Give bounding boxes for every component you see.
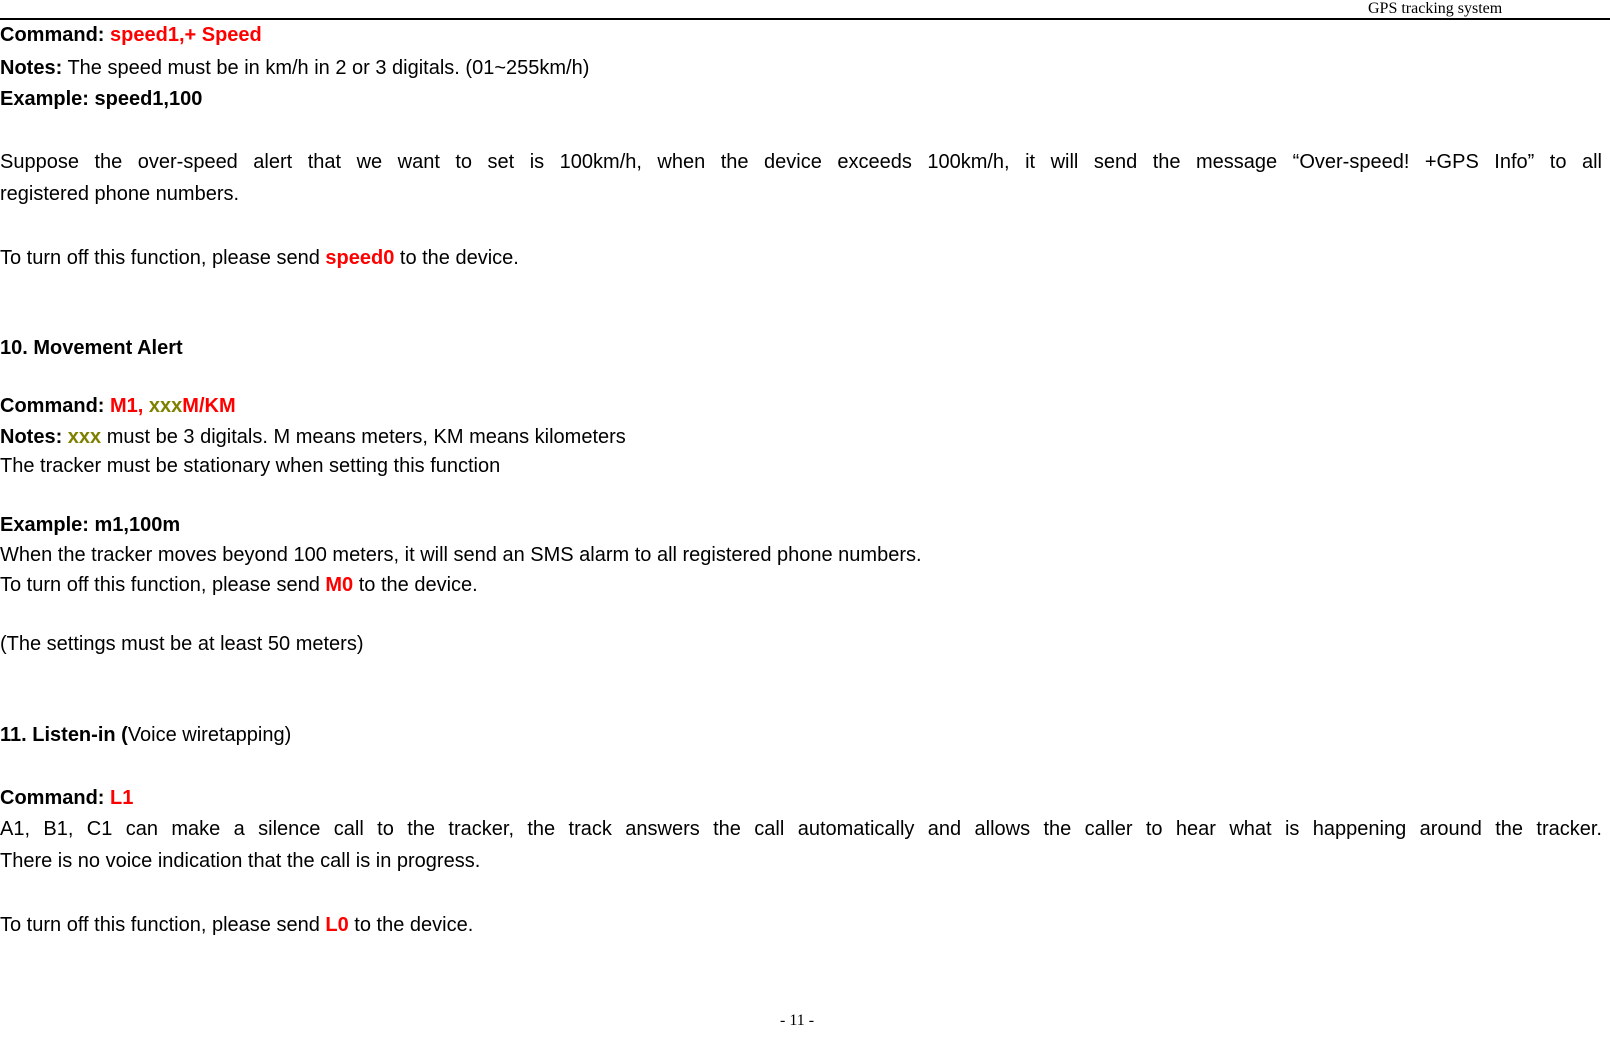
movement-command-xxx: xxx	[148, 395, 183, 417]
movement-command-label: Command:	[0, 395, 105, 417]
speed-notes-text: The speed must be in km/h in 2 or 3 digitals. (01~255km/h)	[67, 57, 590, 79]
speed-command-value: speed1,+ Speed	[110, 24, 262, 46]
movement-notes-line2: The tracker must be stationary when setting this function	[0, 455, 501, 477]
movement-example: Example: m1,100m	[0, 514, 181, 536]
speed-description-line1: Suppose the over-speed alert that we want to set is 100km/h, when the device exceeds 100km/h, it will send the message “Over-speed! +GPS Info” to all	[0, 151, 1602, 173]
movement-example-description: When the tracker moves beyond 100 meters, it will send an SMS alarm to all registered phone numbers.	[0, 544, 922, 566]
listen-off-prefix: To turn off this function, please send	[0, 914, 326, 936]
speed-notes-line	[0, 55, 589, 81]
header-rule	[0, 18, 1610, 20]
listen-command-label: Command:	[0, 787, 105, 809]
speed-off-command: speed0	[325, 247, 395, 269]
movement-command-part1: M1,	[110, 395, 144, 417]
speed-description-line2: registered phone numbers.	[0, 183, 240, 205]
movement-notes-line	[0, 424, 626, 450]
movement-heading: 10. Movement Alert	[0, 337, 183, 359]
listen-heading	[0, 722, 291, 748]
speed-example: Example: speed1,100	[0, 88, 203, 110]
speed-notes-label: Notes:	[0, 57, 63, 79]
page-number: - 11 -	[780, 1012, 815, 1029]
speed-command-label: Command:	[0, 24, 105, 46]
movement-off-line	[0, 572, 478, 598]
listen-description-line2: There is no voice indication that the call is in progress.	[0, 850, 481, 872]
movement-off-command: M0	[325, 574, 354, 596]
listen-off-line	[0, 912, 473, 938]
header-title: GPS tracking system	[1368, 0, 1503, 17]
speed-off-line	[0, 245, 519, 271]
listen-heading-normal: Voice wiretapping)	[127, 724, 292, 746]
movement-notes-xxx: xxx	[67, 426, 102, 448]
movement-off-prefix: To turn off this function, please send	[0, 574, 326, 596]
movement-notes-label: Notes:	[0, 426, 63, 448]
movement-settings-note: (The settings must be at least 50 meters)	[0, 633, 364, 655]
listen-off-suffix: to the device.	[348, 914, 474, 936]
speed-off-suffix: to the device.	[394, 247, 519, 269]
movement-off-suffix: to the device.	[353, 574, 478, 596]
movement-command-line	[0, 393, 236, 419]
movement-notes-text: must be 3 digitals. M means meters, KM means kilometers	[101, 426, 626, 448]
listen-heading-bold: 11. Listen-in (	[0, 724, 128, 746]
movement-command-part2: M/KM	[182, 395, 236, 417]
listen-description-line1: A1, B1, C1 can make a silence call to the tracker, the track answers the call automatically and allows the caller to hear what is happening around the tracker.	[0, 818, 1602, 840]
speed-command-line	[0, 22, 262, 48]
listen-off-command: L0	[325, 914, 349, 936]
listen-command-line	[0, 785, 133, 811]
listen-command-value: L1	[110, 787, 134, 809]
speed-off-prefix: To turn off this function, please send	[0, 247, 326, 269]
